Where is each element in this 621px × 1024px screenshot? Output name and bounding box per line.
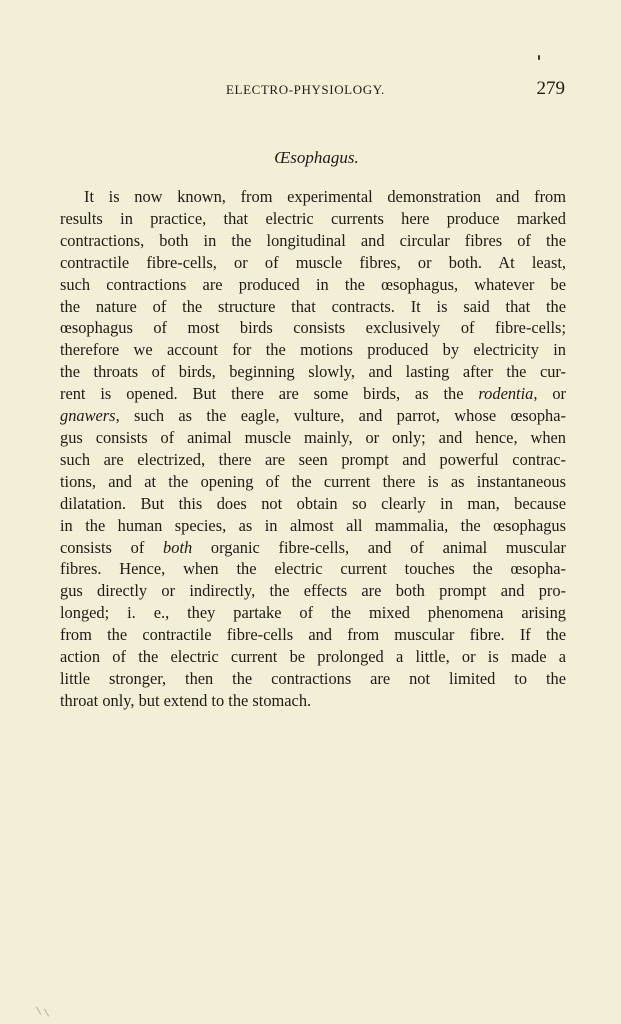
text-segment: results in practice, that electric currents here produce marked [60,208,566,228]
text-line [60,646,566,668]
page-header [60,80,565,102]
italic-term: gnawers [60,406,116,426]
text-line [60,230,566,252]
text-segment: œsophagus of most birds consists exclusively of fibre-cells; [60,318,566,338]
text-line [60,427,566,449]
text-segment: , or [533,384,566,404]
italic-term: rodentia [478,384,534,404]
text-segment: contractile fibre-cells, or of muscle fibres, or both. At least, [60,252,566,272]
text-segment: gus directly or indirectly, the effects are both prompt and pro- [60,581,566,601]
text-line [60,208,566,230]
text-line [60,493,566,515]
text-line [60,515,566,537]
text-segment: It is now known, from experimental demonstration and from [84,187,566,206]
text-line [60,339,566,361]
paper-mark [44,1008,49,1016]
text-line [60,558,566,580]
text-segment: from the contractile fibre-cells and from muscular fibre. If the [60,625,566,645]
text-line [60,449,566,471]
text-line [60,274,566,296]
text-line [60,624,566,646]
text-segment: dilatation. But this does not obtain so clearly in man, because [60,493,566,513]
text-line [60,361,566,383]
text-segment: gus consists of animal muscle mainly, or only; and hence, when [60,427,566,447]
text-line [60,668,566,690]
text-segment: action of the electric current be prolonged a little, or is made a [60,647,566,667]
page-number: 279 [536,78,565,99]
text-segment: longed; i. e., they partake of the mixed phenomena arising [60,603,566,623]
text-segment: the nature of the structure that contracts. It is said that the [60,296,566,316]
text-segment: such contractions are produced in the œsophagus, whatever be [60,274,566,294]
text-line [60,252,566,274]
text-segment: , such as the eagle, vulture, and parrot, whose œsopha- [115,406,566,426]
running-head: ELECTRO-PHYSIOLOGY. [226,82,385,97]
text-line [60,383,566,405]
text-segment: little stronger, then the contractions are not limited to the [60,668,566,688]
ink-speck [538,55,540,60]
text-segment: consists of [60,537,164,557]
text-segment: the throats of birds, beginning slowly, and lasting after the cur- [60,362,566,382]
text-segment: throat only, but extend to the stomach. [60,690,312,710]
body-paragraph [60,186,566,712]
text-segment: therefore we account for the motions produced by electricity in [60,340,566,360]
section-title: Œsophagus. [274,148,359,167]
text-segment: fibres. Hence, when the electric current touches the œsopha- [60,559,566,579]
text-segment: rent is opened. But there are some birds, as the [60,384,479,404]
text-line [60,471,566,493]
text-line [60,602,566,624]
text-line [60,186,566,208]
paper-mark [36,1006,41,1014]
text-line [60,296,566,318]
text-segment: tions, and at the opening of the current there is as instantaneous [60,471,566,491]
text-line [60,317,566,339]
text-line [60,690,566,712]
text-segment: in the human species, as in almost all mammalia, the œsophagus [60,515,566,535]
italic-term: both [163,537,193,557]
text-segment: contractions, both in the longitudinal and circular fibres of the [60,230,566,250]
text-line [60,405,566,427]
text-line [60,537,566,559]
text-segment: organic fibre-cells, and of animal muscular [192,537,566,557]
text-segment: such are electrized, there are seen prompt and powerful contrac- [60,449,566,469]
text-line [60,580,566,602]
